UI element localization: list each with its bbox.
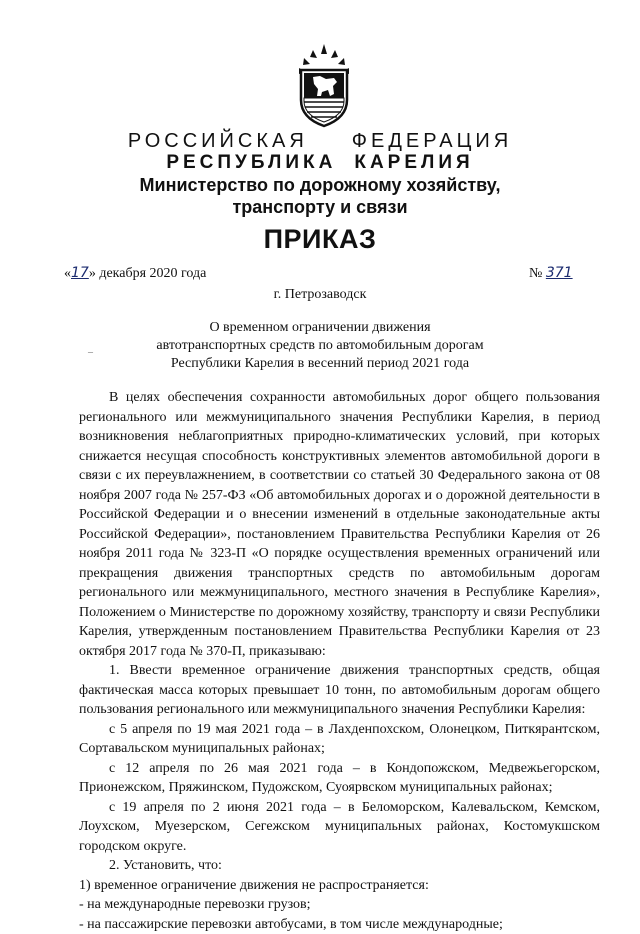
document-date [64,265,206,282]
number-handwritten: 371 [546,265,573,281]
republic-word-2: КАРЕЛИЯ [354,152,473,173]
country-name [0,130,640,153]
country-word-1: РОССИЙСКАЯ [128,130,308,152]
subject-line-2: автотранспортных средств по автомобильным дорогам [0,338,640,354]
ministry-line-1: Министерство по дорожному хозяйству, [0,175,640,196]
paragraph-1b: с 12 апреля по 26 мая 2021 года – в Кондопожском, Медвежьегорском, Прионежском, Пряжинском, Пудожском, Суоярвском муниципальных районах; [79,759,600,798]
subject-line-1: О временном ограничении движения [0,320,640,336]
document-body [79,388,600,934]
paragraph-2-1b: - на пассажирские перевозки автобусами, в том числе международные; [79,915,600,934]
date-rest: » декабря 2020 года [89,266,207,281]
preamble-paragraph: В целях обеспечения сохранности автомобильных дорог общего пользования регионального или межмуниципального значения Республики Карелия, в период возникновения неблагоприятных природно-климатических условий, при которых снижается несущая способность конструктивных элементов автомобильной дороги в связи с их переувлажнением, в соответствии со статьей 30 Федерального закона от 08 ноября 2007 года № 257-ФЗ «Об автомобильных дорогах и о дорожной деятельности в Российской Федерации и о внесении изменений в отдельные законодательные акты Российской Федерации», постановлением Правительства Республики Карелия от 26 ноября 2011 года № 323-П «О порядке осуществления временных ограничений или прекращения движения транспортных средств по автомобильным дорогам регионального или межмуниципального, местного значения в Республике Карелия», Положением о Министерстве по дорожному хозяйству, транспорту и связи Республики Карелия, утвержденным постановлением Правительства Республики Карелия от 23 октября 2017 года № 370-П, приказываю: [79,388,600,661]
number-prefix: № [529,266,542,281]
paragraph-1: 1. Ввести временное ограничение движения транспортных средств, общая фактическая масса которых превышает 10 тонн, по автомобильным дорогам общего пользования регионального или межмуниципального значения Республики Карелия: [79,661,600,720]
subject-line-3: Республики Карелия в весенний период 2021 года [0,356,640,372]
paragraph-2: 2. Установить, что: [79,856,600,876]
country-word-2: ФЕДЕРАЦИЯ [352,130,512,152]
document-type-title: ПРИКАЗ [0,224,640,255]
paragraph-1c: с 19 апреля по 2 июня 2021 года – в Беломорском, Калевальском, Кемском, Лоухском, Муезерском, Сегежском муниципальных районах, Костомукшском городском округе. [79,798,600,857]
paragraph-2-1a: - на международные перевозки грузов; [79,895,600,915]
ministry-line-2: транспорту и связи [0,197,640,218]
date-day-handwritten: 17 [71,265,89,281]
paragraph-1a: с 5 апреля по 19 мая 2021 года – в Лахденпохском, Олонецком, Питкярантском, Сортавальском муниципальных районах; [79,720,600,759]
coat-of-arms-icon [296,44,352,128]
document-number [529,265,573,282]
republic-word-1: РЕСПУБЛИКА [166,152,336,173]
margin-mark: – [88,347,93,358]
document-city: г. Петрозаводск [0,287,640,303]
republic-name [0,152,640,174]
date-quote-open: « [64,266,71,281]
paragraph-2-1: 1) временное ограничение движения не распространяется: [79,876,600,896]
